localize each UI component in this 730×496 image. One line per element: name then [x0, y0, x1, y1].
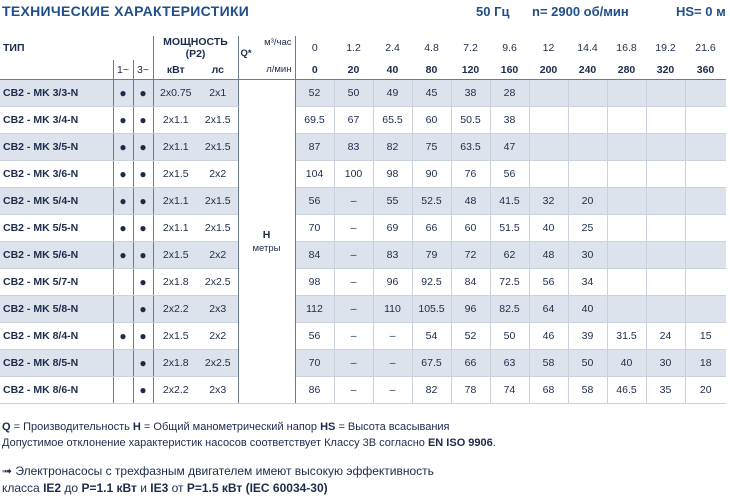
- head-value-cell: 72.5: [490, 269, 529, 296]
- speed-label: n= 2900 об/мин: [532, 4, 629, 19]
- head-value-cell: 20: [568, 188, 607, 215]
- head-value-cell: 51.5: [490, 215, 529, 242]
- efficiency-note-line1: ➟ Электронасосы с трехфазным двигателем имеют высокую эффективность: [2, 464, 434, 478]
- head-value-cell: 96: [451, 296, 490, 323]
- head-value-cell: 52: [451, 323, 490, 350]
- head-value-cell: 110: [373, 296, 412, 323]
- head-value-cell: 31.5: [607, 323, 646, 350]
- head-value-cell: 41.5: [490, 188, 529, 215]
- head-value-cell: 24: [646, 323, 685, 350]
- head-value-cell: [529, 134, 568, 161]
- power-kw-cell: 2x2.2: [153, 296, 198, 323]
- flow-lmin-7: 240: [568, 60, 607, 80]
- tolerance-standard: EN ISO 9906: [427, 437, 493, 449]
- head-value-cell: [646, 161, 685, 188]
- model-cell: CB2 - MK 8/5-N: [0, 350, 113, 377]
- three-phase-cell: ●: [133, 161, 153, 188]
- head-value-cell: [568, 107, 607, 134]
- legend-hs-text: = Высота всасывания: [335, 421, 450, 433]
- head-value-cell: 56: [295, 188, 334, 215]
- single-phase-cell: [113, 296, 133, 323]
- model-cell: CB2 - MK 3/4-N: [0, 107, 113, 134]
- three-phase-cell: ●: [133, 296, 153, 323]
- flow-lmin-10: 360: [685, 60, 726, 80]
- three-phase-cell: ●: [133, 80, 153, 107]
- three-phase-cell: ●: [133, 107, 153, 134]
- head-value-cell: 60: [451, 215, 490, 242]
- head-value-cell: 100: [334, 161, 373, 188]
- single-phase-cell: ●: [113, 188, 133, 215]
- model-cell: CB2 - MK 5/7-N: [0, 269, 113, 296]
- model-cell: CB2 - MK 3/3-N: [0, 80, 113, 107]
- head-value-cell: 40: [568, 296, 607, 323]
- power-kw-cell: 2x1.5: [153, 323, 198, 350]
- single-phase-cell: ●: [113, 323, 133, 350]
- q-label: Q*: [240, 48, 252, 59]
- header-hp: лс: [198, 60, 238, 80]
- power-kw-cell: 2x1.1: [153, 134, 198, 161]
- head-value-cell: 90: [412, 161, 451, 188]
- head-value-cell: 54: [412, 323, 451, 350]
- head-value-cell: 82.5: [490, 296, 529, 323]
- power-hp-cell: 2x3: [198, 377, 238, 404]
- head-value-cell: 32: [529, 188, 568, 215]
- head-value-cell: 30: [568, 242, 607, 269]
- head-value-cell: 112: [295, 296, 334, 323]
- head-value-cell: [607, 269, 646, 296]
- head-value-cell: 49: [373, 80, 412, 107]
- head-value-cell: 84: [295, 242, 334, 269]
- head-value-cell: 48: [451, 188, 490, 215]
- head-value-cell: 67.5: [412, 350, 451, 377]
- head-value-cell: 105.5: [412, 296, 451, 323]
- power-hp-cell: 2x1.5: [198, 107, 238, 134]
- head-value-cell: [607, 161, 646, 188]
- head-value-cell: 82: [412, 377, 451, 404]
- power-kw-cell: 2x1.1: [153, 107, 198, 134]
- head-value-cell: 67: [334, 107, 373, 134]
- table-title: ТЕХНИЧЕСКИЕ ХАРАКТЕРИСТИКИ: [2, 3, 250, 19]
- flow-m3h-7: 14.4: [577, 42, 598, 54]
- power-hp-cell: 2x2: [198, 323, 238, 350]
- head-value-cell: [607, 242, 646, 269]
- head-value-cell: 56: [295, 323, 334, 350]
- flow-lmin-1: 20: [334, 60, 373, 80]
- model-cell: CB2 - MK 3/5-N: [0, 134, 113, 161]
- single-phase-cell: [113, 377, 133, 404]
- three-phase-cell: ●: [133, 188, 153, 215]
- head-value-cell: –: [373, 350, 412, 377]
- head-value-cell: [685, 296, 726, 323]
- head-value-cell: 34: [568, 269, 607, 296]
- head-value-cell: 18: [685, 350, 726, 377]
- single-phase-cell: [113, 350, 133, 377]
- head-unit: метры: [252, 242, 281, 254]
- head-value-cell: 98: [295, 269, 334, 296]
- legend-q: Q: [2, 421, 11, 433]
- flow-m3h-2: 2.4: [385, 42, 400, 54]
- table-row: [0, 161, 726, 188]
- head-value-cell: 74: [490, 377, 529, 404]
- three-phase-cell: ●: [133, 323, 153, 350]
- model-cell: CB2 - MK 5/4-N: [0, 188, 113, 215]
- three-phase-cell: ●: [133, 350, 153, 377]
- head-value-cell: [607, 134, 646, 161]
- head-value-cell: 50: [568, 350, 607, 377]
- legend-hs: HS: [320, 421, 336, 433]
- model-cell: CB2 - MK 8/4-N: [0, 323, 113, 350]
- head-value-cell: 75: [412, 134, 451, 161]
- head-value-cell: [685, 134, 726, 161]
- note-standard: (IEC 60034-30): [242, 481, 328, 495]
- head-value-cell: –: [334, 377, 373, 404]
- head-value-cell: 48: [529, 242, 568, 269]
- head-value-cell: 39: [568, 323, 607, 350]
- head-value-cell: 40: [529, 215, 568, 242]
- power-hp-cell: 2x1.5: [198, 134, 238, 161]
- flow-m3h-8: 16.8: [616, 42, 637, 54]
- table-row: [0, 323, 726, 350]
- head-value-cell: [607, 296, 646, 323]
- head-value-cell: 79: [412, 242, 451, 269]
- head-value-cell: [685, 188, 726, 215]
- legend-h-text: = Общий манометрический напор: [140, 421, 321, 433]
- head-value-cell: [568, 134, 607, 161]
- table-row: [0, 269, 726, 296]
- three-phase-cell: ●: [133, 269, 153, 296]
- head-value-cell: –: [334, 323, 373, 350]
- power-kw-cell: 2x1.5: [153, 242, 198, 269]
- three-phase-cell: ●: [133, 377, 153, 404]
- head-value-cell: 104: [295, 161, 334, 188]
- head-value-cell: [607, 188, 646, 215]
- power-kw-cell: 2x1.1: [153, 215, 198, 242]
- flow-lmin-4: 120: [451, 60, 490, 80]
- flow-m3h-9: 19.2: [655, 42, 676, 54]
- head-value-cell: 83: [373, 242, 412, 269]
- head-value-cell: –: [373, 323, 412, 350]
- note-power-1: P=1.1 кВт: [81, 481, 137, 495]
- head-value-cell: [646, 107, 685, 134]
- head-value-cell: 58: [568, 377, 607, 404]
- single-phase-cell: ●: [113, 107, 133, 134]
- head-value-cell: 25: [568, 215, 607, 242]
- head-value-cell: [685, 215, 726, 242]
- head-value-cell: –: [334, 188, 373, 215]
- head-value-cell: 38: [490, 107, 529, 134]
- model-cell: CB2 - MK 5/6-N: [0, 242, 113, 269]
- flow-lmin-6: 200: [529, 60, 568, 80]
- head-value-cell: 83: [334, 134, 373, 161]
- head-value-cell: 70: [295, 350, 334, 377]
- spec-table: [0, 36, 726, 404]
- head-value-cell: 66: [412, 215, 451, 242]
- flow-m3h-0: 0: [295, 36, 334, 60]
- head-value-cell: 50.5: [451, 107, 490, 134]
- head-value-cell: 52: [295, 80, 334, 107]
- power-kw-cell: 2x0.75: [153, 80, 198, 107]
- legend-q-text: = Производительность: [10, 421, 133, 433]
- head-value-cell: 47: [490, 134, 529, 161]
- head-value-cell: 72: [451, 242, 490, 269]
- three-phase-cell: ●: [133, 215, 153, 242]
- head-value-cell: [685, 80, 726, 107]
- head-value-cell: –: [334, 269, 373, 296]
- header-3ph: 3~: [133, 60, 153, 80]
- head-value-cell: –: [373, 377, 412, 404]
- flow-m3h-10: 21.6: [695, 42, 716, 54]
- head-value-cell: 35: [646, 377, 685, 404]
- frequency-label: 50 Гц: [476, 4, 510, 19]
- head-value-cell: [607, 107, 646, 134]
- head-value-cell: 65.5: [373, 107, 412, 134]
- model-cell: CB2 - MK 5/8-N: [0, 296, 113, 323]
- flow-m3h-1: 1.2: [346, 42, 361, 54]
- head-value-cell: 64: [529, 296, 568, 323]
- note-text-e: и: [136, 481, 151, 495]
- head-value-cell: –: [334, 242, 373, 269]
- head-label: H: [262, 228, 271, 241]
- single-phase-cell: ●: [113, 161, 133, 188]
- head-value-cell: 46: [529, 323, 568, 350]
- head-value-cell: [646, 188, 685, 215]
- suction-height-label: HS= 0 м: [676, 4, 726, 19]
- head-value-cell: 92.5: [412, 269, 451, 296]
- model-cell: CB2 - MK 3/6-N: [0, 161, 113, 188]
- head-value-cell: 56: [529, 269, 568, 296]
- head-value-cell: 55: [373, 188, 412, 215]
- power-hp-cell: 2x1.5: [198, 188, 238, 215]
- head-value-cell: 40: [607, 350, 646, 377]
- head-value-cell: 66: [451, 350, 490, 377]
- tolerance-end: .: [492, 437, 496, 449]
- table-row: [0, 296, 726, 323]
- header-1ph: 1~: [113, 60, 133, 80]
- unit-lmin: л/мин: [238, 60, 295, 80]
- legend-h: H: [132, 421, 141, 433]
- note-text-a: класса: [2, 481, 44, 495]
- header-flow-units: [238, 36, 295, 60]
- note-ie3: IE3: [150, 481, 169, 495]
- power-kw-cell: 2x1.8: [153, 269, 198, 296]
- head-value-cell: [685, 107, 726, 134]
- head-value-cell: –: [334, 296, 373, 323]
- head-value-cell: 98: [373, 161, 412, 188]
- single-phase-cell: ●: [113, 80, 133, 107]
- head-value-cell: 82: [373, 134, 412, 161]
- head-value-cell: [529, 80, 568, 107]
- head-value-cell: 15: [685, 323, 726, 350]
- head-value-cell: 50: [334, 80, 373, 107]
- head-value-cell: [646, 134, 685, 161]
- head-value-cell: [646, 269, 685, 296]
- flow-m3h-6: 12: [542, 42, 555, 54]
- unit-m3h: м³/час: [264, 37, 292, 48]
- power-hp-cell: 2x2: [198, 242, 238, 269]
- head-value-cell: 62: [490, 242, 529, 269]
- head-value-cell: 46.5: [607, 377, 646, 404]
- head-value-cell: [568, 80, 607, 107]
- head-value-cell: –: [334, 215, 373, 242]
- table-row: [0, 350, 726, 377]
- head-value-cell: [568, 161, 607, 188]
- power-kw-cell: 2x1.8: [153, 350, 198, 377]
- note-text-c: до: [61, 481, 82, 495]
- head-value-cell: 20: [685, 377, 726, 404]
- header-type: ТИП: [3, 42, 25, 54]
- head-value-cell: 58: [529, 350, 568, 377]
- head-value-cell: 38: [451, 80, 490, 107]
- header-power: МОЩНОСТЬ (P2): [153, 36, 238, 60]
- head-value-cell: 30: [646, 350, 685, 377]
- flow-lmin-3: 80: [412, 60, 451, 80]
- power-hp-cell: 2x2.5: [198, 269, 238, 296]
- note-ie2: IE2: [43, 481, 62, 495]
- head-value-cell: [685, 269, 726, 296]
- head-value-cell: 96: [373, 269, 412, 296]
- flow-m3h-5: 9.6: [502, 42, 517, 54]
- head-value-cell: [607, 215, 646, 242]
- head-label-cell: [238, 80, 295, 404]
- model-cell: CB2 - MK 8/6-N: [0, 377, 113, 404]
- table-row: [0, 188, 726, 215]
- head-value-cell: 63.5: [451, 134, 490, 161]
- tolerance-text: Допустимое отклонение характеристик насосов соответствует Классу 3В согласно: [2, 437, 428, 449]
- head-value-cell: 68: [529, 377, 568, 404]
- power-hp-cell: 2x1.5: [198, 215, 238, 242]
- head-value-cell: 52.5: [412, 188, 451, 215]
- head-value-cell: [646, 215, 685, 242]
- head-value-cell: [646, 80, 685, 107]
- legend-line: [2, 421, 450, 433]
- header-kw: кВт: [153, 60, 198, 80]
- three-phase-cell: ●: [133, 134, 153, 161]
- flow-lmin-2: 40: [373, 60, 412, 80]
- head-value-cell: [607, 80, 646, 107]
- head-value-cell: 70: [295, 215, 334, 242]
- head-value-cell: 45: [412, 80, 451, 107]
- head-value-cell: 78: [451, 377, 490, 404]
- head-value-cell: 60: [412, 107, 451, 134]
- single-phase-cell: ●: [113, 215, 133, 242]
- head-value-cell: 76: [451, 161, 490, 188]
- table-row: [0, 107, 726, 134]
- table-row: [0, 80, 726, 107]
- single-phase-cell: [113, 269, 133, 296]
- note-power-2: P=1.5 кВт: [186, 481, 243, 495]
- head-value-cell: –: [334, 350, 373, 377]
- flow-m3h-4: 7.2: [463, 42, 478, 54]
- flow-lmin-0: 0: [295, 60, 334, 80]
- flow-lmin-9: 320: [646, 60, 685, 80]
- head-value-cell: 87: [295, 134, 334, 161]
- flow-lmin-5: 160: [490, 60, 529, 80]
- table-row: [0, 134, 726, 161]
- single-phase-cell: ●: [113, 242, 133, 269]
- single-phase-cell: ●: [113, 134, 133, 161]
- head-value-cell: 63: [490, 350, 529, 377]
- head-value-cell: [529, 161, 568, 188]
- power-kw-cell: 2x2.2: [153, 377, 198, 404]
- tolerance-line: [2, 437, 496, 449]
- three-phase-cell: ●: [133, 242, 153, 269]
- head-value-cell: 69.5: [295, 107, 334, 134]
- flow-m3h-3: 4.8: [424, 42, 439, 54]
- power-hp-cell: 2x1: [198, 80, 238, 107]
- head-value-cell: [646, 242, 685, 269]
- power-hp-cell: 2x2: [198, 161, 238, 188]
- power-kw-cell: 2x1.1: [153, 188, 198, 215]
- power-kw-cell: 2x1.5: [153, 161, 198, 188]
- head-value-cell: 50: [490, 323, 529, 350]
- flow-lmin-8: 280: [607, 60, 646, 80]
- head-value-cell: 56: [490, 161, 529, 188]
- table-row: [0, 215, 726, 242]
- head-value-cell: 69: [373, 215, 412, 242]
- table-row: [0, 242, 726, 269]
- note-text-g: от: [168, 481, 187, 495]
- head-value-cell: 86: [295, 377, 334, 404]
- efficiency-note-line2: [2, 481, 328, 495]
- head-value-cell: [685, 161, 726, 188]
- power-hp-cell: 2x3: [198, 296, 238, 323]
- power-hp-cell: 2x2.5: [198, 350, 238, 377]
- model-cell: CB2 - MK 5/5-N: [0, 215, 113, 242]
- head-value-cell: 84: [451, 269, 490, 296]
- table-row: [0, 377, 726, 404]
- head-value-cell: [685, 242, 726, 269]
- head-value-cell: [646, 296, 685, 323]
- head-value-cell: [529, 107, 568, 134]
- head-value-cell: 28: [490, 80, 529, 107]
